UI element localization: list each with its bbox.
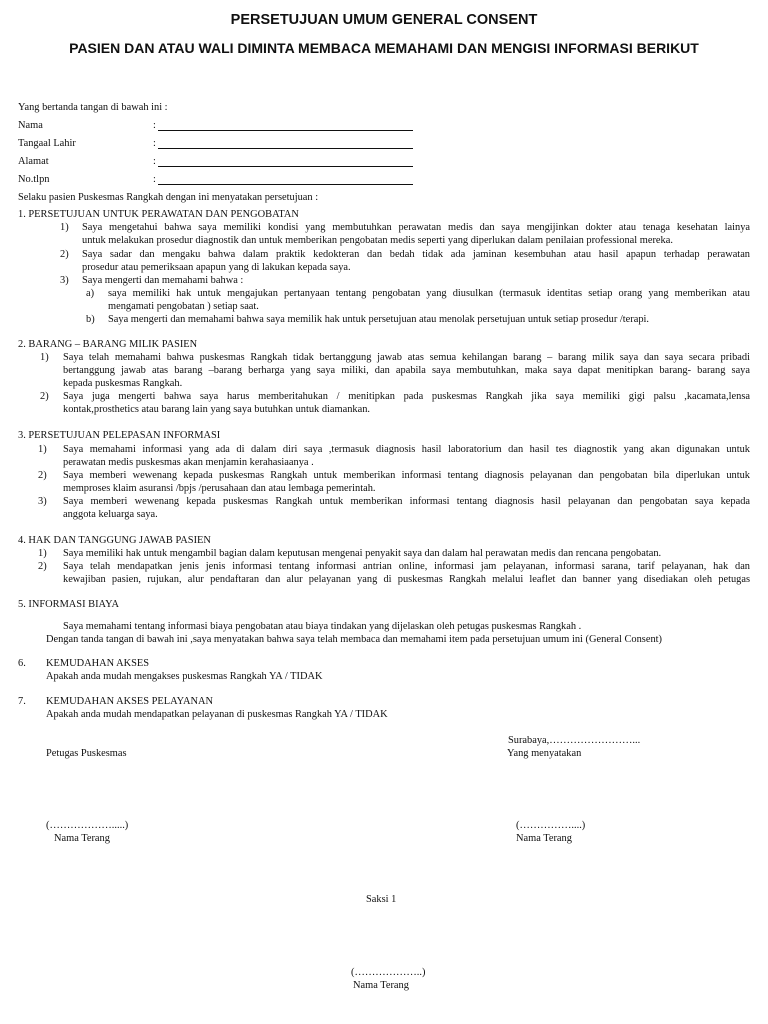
dob-colon: : bbox=[153, 138, 156, 149]
s6-question: Apakah anda mudah mengakses puskesmas Rangkah YA / TIDAK bbox=[46, 671, 323, 682]
s3-item1-line1: Saya memahami informasi yang ada di dalam diri saya ,termasuk diagnosis hasil laboratorium dan hasil tes diagnostik yang akan digunakan untuk bbox=[63, 444, 750, 455]
s1-item1-line2: untuk melakukan prosedur diagnostik dan untuk memberikan pengobatan medis seperti yang diperlukan dalam penilaian professional mereka. bbox=[82, 235, 673, 246]
address-field[interactable] bbox=[158, 166, 413, 167]
consent-intro: Selaku pasien Puskesmas Rangkah dengan ini menyatakan persetujuan : bbox=[18, 192, 319, 203]
s2-item1-number: 1) bbox=[40, 352, 49, 363]
document-title: PERSETUJUAN UMUM GENERAL CONSENT bbox=[230, 12, 538, 28]
s2-item2-line1: Saya juga mengerti bahwa saya harus memberitahukan / menitipkan pada puskesmas Rangkah jika saya memiliki gigi palsu ,kacamata,lensa bbox=[63, 391, 750, 402]
section-7-number: 7. bbox=[18, 696, 26, 707]
name-colon: : bbox=[153, 120, 156, 131]
dob-field[interactable] bbox=[158, 148, 413, 149]
s4-item1-number: 1) bbox=[38, 548, 47, 559]
s1-item2-line2: prosedur atau pemeriksaan apapun yang di lakukan kepada saya. bbox=[82, 262, 351, 273]
witness-name-label: Nama Terang bbox=[353, 980, 409, 991]
s2-item1-line2: bertanggung jawab atas barang –barang berharga yang saya miliki, dan apabila saya membutuhkan, maka saya dapat menitipkan barang- barang saya bbox=[63, 365, 750, 376]
s1-item3a-line2: mengamati pengobatan ) setiap saat. bbox=[108, 301, 259, 312]
s1-item3-number: 3) bbox=[60, 275, 69, 286]
s1-item1-line1: Saya mengetahui bahwa saya memiliki kondisi yang membutuhkan perawatan medis dan saya mengijinkan dokter atau tenaga kesehatan lainya bbox=[82, 222, 750, 233]
phone-colon: : bbox=[153, 174, 156, 185]
s2-item1-line3: kepada puskesmas Rangkah. bbox=[63, 378, 183, 389]
s2-item2-line2: kontak,prosthetics atau barang lain yang saya butuhkan untuk diamankan. bbox=[63, 404, 371, 415]
s7-question: Apakah anda mudah mendapatkan pelayanan di puskesmas Rangkah YA / TIDAK bbox=[46, 709, 388, 720]
place-date: Surabaya,……………………... bbox=[508, 735, 641, 746]
s3-item3-line2: anggota keluarga saya. bbox=[63, 509, 158, 520]
section-6-heading: KEMUDAHAN AKSES bbox=[46, 658, 150, 669]
s1-item3a-letter: a) bbox=[86, 288, 95, 299]
phone-field[interactable] bbox=[158, 184, 413, 185]
s2-item2-number: 2) bbox=[40, 391, 49, 402]
s1-item3b-line1: Saya mengerti dan memahami bahwa saya memilik hak untuk persetujuan atau menolak persetujuan untuk setiap prosedur /terapi. bbox=[108, 314, 650, 325]
s3-item1-number: 1) bbox=[38, 444, 47, 455]
officer-label: Petugas Puskesmas bbox=[46, 748, 127, 759]
declarant-signature-line[interactable]: (……………....) bbox=[516, 820, 586, 831]
s4-item2-line1: Saya telah mendapatkan jenis jenis informasi tentang informasi antrian online, informasi jam pelayanan, informasi sarana, tarif pelayanan, hak dan bbox=[63, 561, 750, 572]
s5-line1: Saya memahami tentang informasi biaya pengobatan atau biaya tindakan yang dijelaskan oleh petugas puskesmas Rangkah . bbox=[63, 621, 582, 632]
declarant-name-label: Nama Terang bbox=[516, 833, 572, 844]
s3-item3-number: 3) bbox=[38, 496, 47, 507]
document-subtitle: PASIEN DAN ATAU WALI DIMINTA MEMBACA MEMAHAMI DAN MENGISI INFORMASI BERIKUT bbox=[69, 40, 699, 56]
s1-item2-number: 2) bbox=[60, 249, 69, 260]
section-6-number: 6. bbox=[18, 658, 26, 669]
s1-item3-line1: Saya mengerti dan memahami bahwa : bbox=[82, 275, 244, 286]
section-3-heading: 3. PERSETUJUAN PELEPASAN INFORMASI bbox=[18, 430, 221, 441]
address-label: Alamat bbox=[18, 156, 49, 167]
s1-item3a-line1: saya memiliki hak untuk mengajukan pertanyaan tentang pengobatan yang diusulkan (termasuk identitas setiap orang yang memberikan atau bbox=[108, 288, 750, 299]
section-4-heading: 4. HAK DAN TANGGUNG JAWAB PASIEN bbox=[18, 535, 211, 546]
s4-item1-line1: Saya memiliki hak untuk mengambil bagian dalam keputusan mengenai penyakit saya dan dalam hal perawatan medis dan rencana pengobatan. bbox=[63, 548, 662, 559]
declarant-label: Yang menyatakan bbox=[507, 748, 582, 759]
witness-signature-line[interactable]: (………………..) bbox=[351, 967, 426, 978]
section-7-heading: KEMUDAHAN AKSES PELAYANAN bbox=[46, 696, 214, 707]
dob-label: Tangaal Lahir bbox=[18, 138, 76, 149]
s4-item2-number: 2) bbox=[38, 561, 47, 572]
officer-name-label: Nama Terang bbox=[54, 833, 110, 844]
s2-item1-line1: Saya telah memahami bahwa puskesmas Rangkah tidak bertanggung jawab atas semua kehilangan barang – barang milik saya dan saya secara pribadi bbox=[63, 352, 750, 363]
s1-item1-number: 1) bbox=[60, 222, 69, 233]
officer-signature-line[interactable]: (……………….....) bbox=[46, 820, 129, 831]
s3-item2-line1: Saya memberi wewenang kepada puskesmas Rangkah untuk memberikan informasi tentang diagnosis pelayanan dan pengobatan bila diperlukan untuk bbox=[63, 470, 750, 481]
s3-item3-line1: Saya memberi wewenang kepada puskesmas Rangkah untuk memberikan informasi tentang diagnosis hasil pelayanan dan pengobatan saya kepada bbox=[63, 496, 750, 507]
section-2-heading: 2. BARANG – BARANG MILIK PASIEN bbox=[18, 339, 198, 350]
phone-label: No.tlpn bbox=[18, 174, 50, 185]
s3-item2-line2: memproses klaim asuransi /bpjs /perusahaan dan atau lembaga pemerintah. bbox=[63, 483, 376, 494]
section-1-heading: 1. PERSETUJUAN UNTUK PERAWATAN DAN PENGOBATAN bbox=[18, 209, 299, 220]
name-field[interactable] bbox=[158, 130, 413, 131]
s4-item2-line2: kewajiban pasien, rujukan, alur pendaftaran dan alur pelayanan yang di puskesmas Rangkah melalui leaflet dan banner yang disediakan oleh petugas bbox=[63, 574, 750, 585]
address-colon: : bbox=[153, 156, 156, 167]
witness-label: Saksi 1 bbox=[366, 894, 397, 905]
intro-text: Yang bertanda tangan di bawah ini : bbox=[18, 102, 168, 113]
name-label: Nama bbox=[18, 120, 43, 131]
s5-line2: Dengan tanda tangan di bawah ini ,saya menyatakan bahwa saya telah membaca dan memahami item pada persetujuan umum ini (General Consent) bbox=[46, 634, 663, 645]
s1-item3b-letter: b) bbox=[86, 314, 95, 325]
section-5-heading: 5. INFORMASI BIAYA bbox=[18, 599, 119, 610]
s3-item1-line2: perawatan medis puskesmas akan menjamin kerahasiaanya . bbox=[63, 457, 314, 468]
s3-item2-number: 2) bbox=[38, 470, 47, 481]
s1-item2-line1: Saya sadar dan mengaku bahwa dalam praktik kedokteran dan bedah tidak ada jaminan kesembuhan atau hasil apapun terhadap perawatan bbox=[82, 249, 750, 260]
